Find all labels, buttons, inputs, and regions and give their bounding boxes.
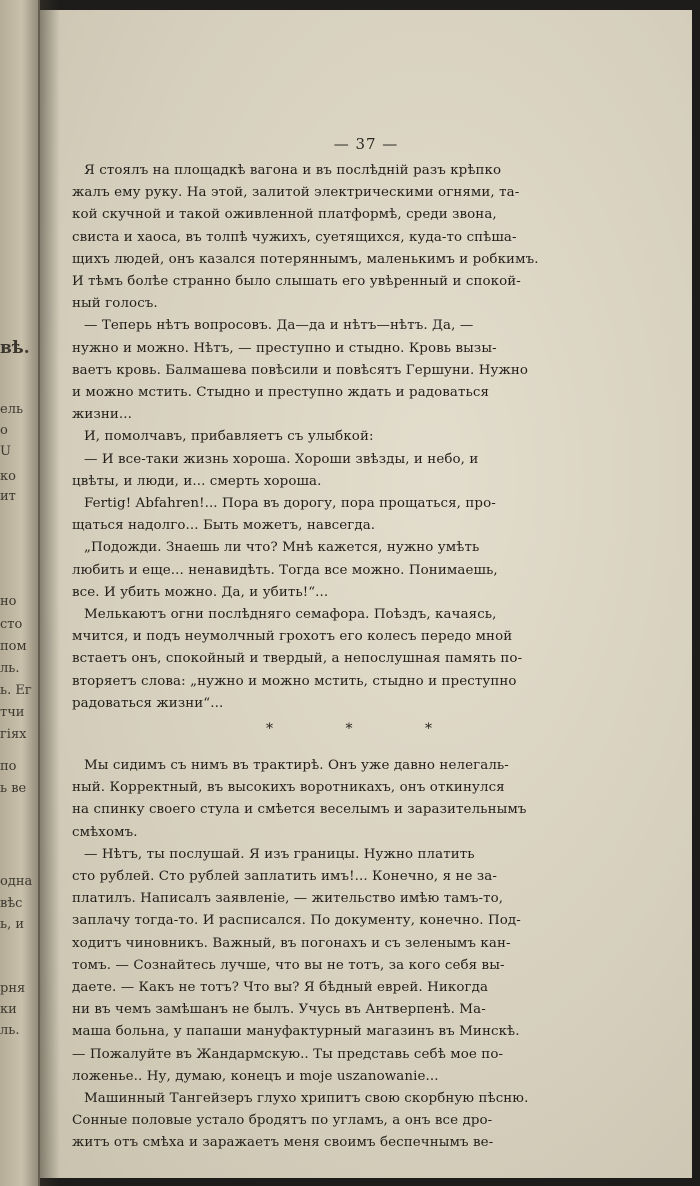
left-page-fragment: о xyxy=(0,423,8,438)
text-line: — Нѣтъ, ты послушай. Я изъ границы. Нужно платить xyxy=(84,846,475,862)
left-page-fragment: пом xyxy=(0,639,27,654)
text-line: щаться надолго... Быть можетъ, навсегда. xyxy=(72,518,376,534)
text-line: И тѣмъ болѣе странно было слышать его увѣренный и спокой- xyxy=(72,274,521,289)
left-page-fragment: ль. xyxy=(0,1023,20,1038)
text-line: томъ. — Сознайтесь лучше, что вы не тотъ, за кого себя вы- xyxy=(72,957,505,973)
text-line: смѣхомъ. xyxy=(72,824,138,840)
book-page xyxy=(40,10,692,1178)
text-line: щихъ людей, онъ казался потеряннымъ, маленькимъ и робкимъ. xyxy=(72,251,539,267)
text-line: „Подожди. Знаешь ли что? Мнѣ кажется, нужно умѣть xyxy=(84,540,480,556)
left-page-fragment: ль. xyxy=(0,661,20,676)
left-page-fragment: вѣс xyxy=(0,896,23,911)
left-page-fragment: U xyxy=(0,444,11,459)
text-line: свиста и хаоса, въ толпѣ чужихъ, суетящихся, куда-то спѣша- xyxy=(72,229,517,245)
left-page-fragment: ь, и xyxy=(0,917,25,932)
text-line: любить и еще... ненавидѣть. Тогда все можно. Понимаешь, xyxy=(72,562,498,578)
text-line: житъ отъ смѣха и заражаетъ меня своимъ беспечнымъ ве- xyxy=(72,1135,494,1151)
text-line: радоваться жизни“... xyxy=(72,695,224,711)
text-line: все. И убить можно. Да, и убить!“... xyxy=(72,584,329,600)
text-line: мчится, и подъ неумолчный грохотъ его колесъ передо мной xyxy=(72,629,513,645)
text-line: сто рублей. Сто рублей заплатить имъ!... Конечно, я не за- xyxy=(72,869,498,884)
text-line: нужно и можно. Нѣтъ, — преступно и стыдно. Кровь вызы- xyxy=(72,340,497,356)
text-line: жалъ ему руку. На этой, залитой электрическими огнями, та- xyxy=(72,185,520,201)
text-line: Я стоялъ на площадкѣ вагона и въ послѣдній разъ крѣпко xyxy=(84,163,502,178)
left-page-fragment: ь. Ег xyxy=(0,683,32,698)
text-line: маша больна, у папаши мануфактурный магазинъ въ Минскѣ. xyxy=(72,1024,520,1040)
left-page-fragment: сто xyxy=(0,617,23,632)
text-line: вторяетъ слова: „нужно и можно мстить, стыдно и преступно xyxy=(72,673,517,689)
text-line: на спинку своего стула и смѣется веселымъ и заразительнымъ xyxy=(72,802,527,818)
text-line: встаетъ онъ, спокойный и твердый, а непослушная память по- xyxy=(72,651,523,667)
left-page-edge xyxy=(0,0,40,1186)
text-line: цвѣты, и люди, и... смерть хороша. xyxy=(72,473,322,489)
text-line: — И все-таки жизнь хороша. Хороши звѣзды, и небо, и xyxy=(84,451,479,467)
gutter-shadow xyxy=(38,0,60,1186)
page-number: — 37 — xyxy=(333,135,399,153)
text-line: — Теперь нѣтъ вопросовъ. Да—да и нѣтъ—нѣтъ. Да, — xyxy=(84,318,474,334)
text-line: даете. — Какъ не тотъ? Что вы? Я бѣдный еврей. Никогда xyxy=(72,980,489,995)
left-page-fragment: ель xyxy=(0,402,24,417)
text-line: — Пожалуйте въ Жандармскую.. Ты представь себѣ мое по- xyxy=(72,1046,504,1062)
left-page-fragment: но xyxy=(0,594,17,609)
left-page-fragment: ь ве xyxy=(0,781,27,796)
left-page-fragment: вѣ. xyxy=(0,338,30,358)
text-line: и можно мстить. Стыдно и преступно ждать и радоваться xyxy=(72,385,490,400)
text-line: ходитъ чиновникъ. Важный, въ погонахъ и съ зеленымъ кан- xyxy=(72,935,511,951)
text-line: ни въ чемъ замѣшанъ не былъ. Учусь въ Антверпенѣ. Ма- xyxy=(72,1002,486,1018)
text-line: жизни... xyxy=(72,407,132,423)
text-line: Мы сидимъ съ нимъ въ трактирѣ. Онъ уже давно нелегаль- xyxy=(84,758,509,773)
text-line: ваетъ кровь. Балмашева повѣсили и повѣсятъ Гершуни. Нужно xyxy=(72,362,529,378)
left-page-fragment: по xyxy=(0,759,17,774)
text-line: ный. Корректный, въ высокихъ воротникахъ, онъ откинулся xyxy=(72,780,505,796)
left-page-fragment: одна xyxy=(0,874,33,889)
left-page-fragment: рня xyxy=(0,981,26,996)
text-line: ный голосъ. xyxy=(72,296,158,312)
text-line: Машинный Тангейзеръ глухо хрипитъ свою скорбную пѣсню. xyxy=(84,1091,529,1106)
section-separator: * * * xyxy=(266,721,466,737)
left-page-fragment: ко xyxy=(0,469,16,484)
left-page-fragment: гіях xyxy=(0,727,27,742)
text-line: заплачу тогда-то. И расписался. По документу, конечно. Под- xyxy=(72,913,521,929)
text-line: Мелькаютъ огни послѣдняго семафора. Поѣздъ, качаясь, xyxy=(84,607,497,622)
text-line: Fertig! Abfahren!... Пора въ дорогу, пора прощаться, про- xyxy=(84,496,496,511)
text-line: кой скучной и такой оживленной платформѣ, среди звона, xyxy=(72,207,497,223)
left-page-fragment: ки xyxy=(0,1002,17,1017)
left-page-fragment: тчи xyxy=(0,705,25,720)
text-line: Сонные половые устало бродятъ по угламъ, а онъ все дро- xyxy=(72,1113,493,1129)
text-line: платилъ. Написалъ заявленіе, — жительство имѣю тамъ-то, xyxy=(72,891,504,907)
left-page-fragment: ит xyxy=(0,489,16,504)
text-line: И, помолчавъ, прибавляетъ съ улыбкой: xyxy=(84,429,374,445)
text-line: ложенье.. Ну, думаю, конецъ и moje uszanowanie... xyxy=(72,1068,439,1084)
